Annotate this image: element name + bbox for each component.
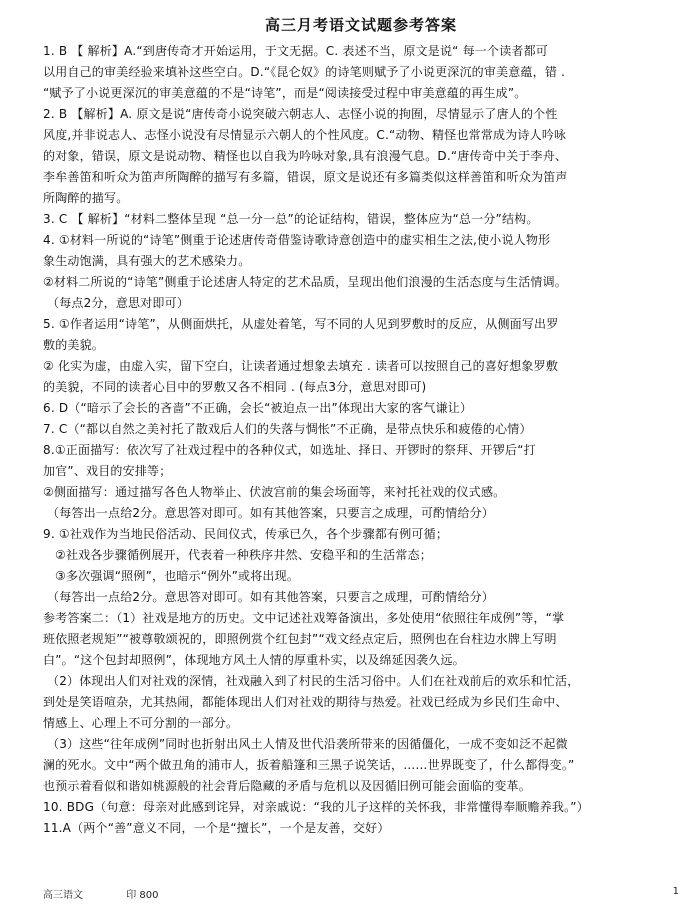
answer-line: ②社戏各步骤循例展开，代表着一种秩序井然、安稳平和的生活常态； (55, 548, 432, 562)
answer-line: 的对象，错误，原文是说动物、精怪也以自我为吟咏对象,具有浪漫气息。D.“唐传奇中关于李舟、 (43, 149, 568, 163)
answer-body (43, 41, 679, 839)
answer-line: 到处是笑语喧杂，尤其热闹，都能体现出人们对社戏的期待与热爱。社戏已经成为乡民们生命中、 (43, 695, 568, 709)
answer-line: 象生动饱满，具有强大的艺术感染力。 (43, 254, 251, 268)
answer-line: （3）这些“往年成例”同时也折射出风土人情及世代沿袭所带来的因循僵化，一成不变如泛不起微 (47, 737, 568, 751)
answer-line: 澜的死水。文中“两个做丑角的浦市人，扳着船篷和三黑子说笑话，……世界既变了，什么都得变。” (43, 758, 575, 772)
answer-line: 4. ①材料一所说的“诗笔”侧重于论述唐传奇借鉴诗歌诗意创造中的虚实相生之法,使小说人物形 (43, 233, 551, 247)
answer-line: 所陶醉的描写。 (43, 191, 129, 205)
answer-line: “赋予了小说更深沉的审美意蕴的不是“诗笔”，而是“阅读接受过程中审美意蕴的再生成”。 (43, 86, 527, 100)
answer-line: （2）体现出人们对社戏的深情，社戏融入到了村民的生活习俗中。人们在社戏前后的欢乐和忙活， (47, 674, 580, 688)
answer-line: 情感上、心理上不可分割的一部分。 (43, 716, 239, 730)
answer-line: 6. D（“暗示了会长的吝啬”不正确，会长“被迫点一出”体现出大家的客气谦让） (43, 401, 473, 415)
answer-line: 1. B 【 解析】A.“到唐传奇才开始运用，于文无据。C. 表述不当，原文是说“ 每一个读者都可 (43, 44, 548, 58)
page-number: 1 (672, 886, 679, 897)
footer-print-count: 印 800 (126, 890, 159, 901)
answer-line: 10. BDG（句意：母亲对此感到诧异，对亲戚说：“我的儿子这样的关怀我，非常懂得奉顺赡养我。”） (43, 800, 589, 814)
answer-line: 敷的美貌。 (43, 338, 105, 352)
answer-line: 5. ①作者运用“诗笔”，从侧面烘托，从虚处着笔，写不同的人见到罗敷时的反应，从侧面写出罗 (43, 317, 559, 331)
answer-line: 白”。“这个包封却照例”，体现地方风土人情的厚重朴实，以及绵延因袭久远。 (43, 653, 465, 667)
answer-line: 7. C（“都以自然之美衬托了散戏后人们的失落与惆怅”不正确，是带点快乐和疲倦的心情） (43, 422, 532, 436)
page-footer (43, 886, 679, 901)
answer-line: 11.A（两个“善”意义不同，一个是“擅长”，一个是友善，交好） (43, 821, 390, 835)
answer-line: 以用自己的审美经验来填补这些空白。D.“《昆仑奴》的诗笔则赋予了小说更深沉的审美意蕴，错 . (43, 65, 566, 79)
answer-line: 李牟善笛和听众为笛声所陶醉的描写有多篇，错误，原文是说还有多篇类似这样善笛和听众为笛声 (43, 170, 568, 184)
answer-line: ② 化实为虚，由虚入实，留下空白，让读者通过想象去填充 . 读者可以按照自己的喜好想象罗敷 (43, 359, 559, 373)
answer-line: 的美貌，不同的读者心目中的罗敷又各不相同 . (每点3分，意思对即可) (43, 380, 427, 394)
answer-line: ②材料二所说的“诗笔”侧重于论述唐人特定的艺术品质，呈现出他们浪漫的生活态度与生活情调。 (43, 275, 567, 289)
footer-subject: 高三语文 (43, 890, 83, 901)
answer-line: 参考答案二：（1）社戏是地方的历史。文中记述社戏筹备演出，多处使用“依照往年成例”等，“掌 (43, 611, 565, 625)
answer-line: 加官”、戏目的安排等； (43, 464, 172, 478)
answer-line: 3. C 【 解析】“材料二整体呈现 “总一分一总”的论证结构，错误，整体应为“总一分”结构。 (43, 212, 539, 226)
answer-line: 8.①正面描写：依次写了社戏过程中的各种仪式，如选址、择日、开锣时的祭拜、开锣后“打 (43, 443, 536, 457)
answer-line: ②侧面描写：通过描写各色人物举止、伏波宫前的集会场面等，来衬托社戏的仪式感。 (43, 485, 506, 499)
answer-line: 风度,并非说志人、志怪小说没有尽情显示六朝人的个性风度。C.“动物、精怪也常常成为诗人吟咏 (43, 128, 567, 142)
answer-line: ③多次强调“照例”，也暗示“例外”或将出现。 (55, 569, 300, 583)
answer-line: 9. ①社戏作为当地民俗活动、民间仪式，传承已久，各个步骤都有例可循； (43, 527, 449, 541)
answer-line: （每点2分，意思对即可） (47, 296, 190, 310)
page-title: 高三月考语文试题参考答案 (264, 16, 457, 34)
answer-line: （每答出一点给2分。意思答对即可。如有其他答案，只要言之成理，可酌情给分） (47, 590, 495, 604)
answer-line: 班依照老规矩”“被尊敬颂祝的，即照例赏个红包封”“戏文经点定后，照例也在台柱边水牌上写明 (43, 632, 557, 646)
answer-line: 也预示着看似和谐如桃源般的社会背后隐藏的矛盾与危机以及因循旧例可能会面临的变革。 (43, 779, 532, 793)
answer-line: 2. B 【解析】A. 原文是说“唐传奇小说突破六朝志人、志怪小说的拘囿，尽情显示了唐人的个性 (43, 107, 558, 121)
answer-line: （每答出一点给2分。意思答对即可。如有其他答案，只要言之成理，可酌情给分） (47, 506, 495, 520)
